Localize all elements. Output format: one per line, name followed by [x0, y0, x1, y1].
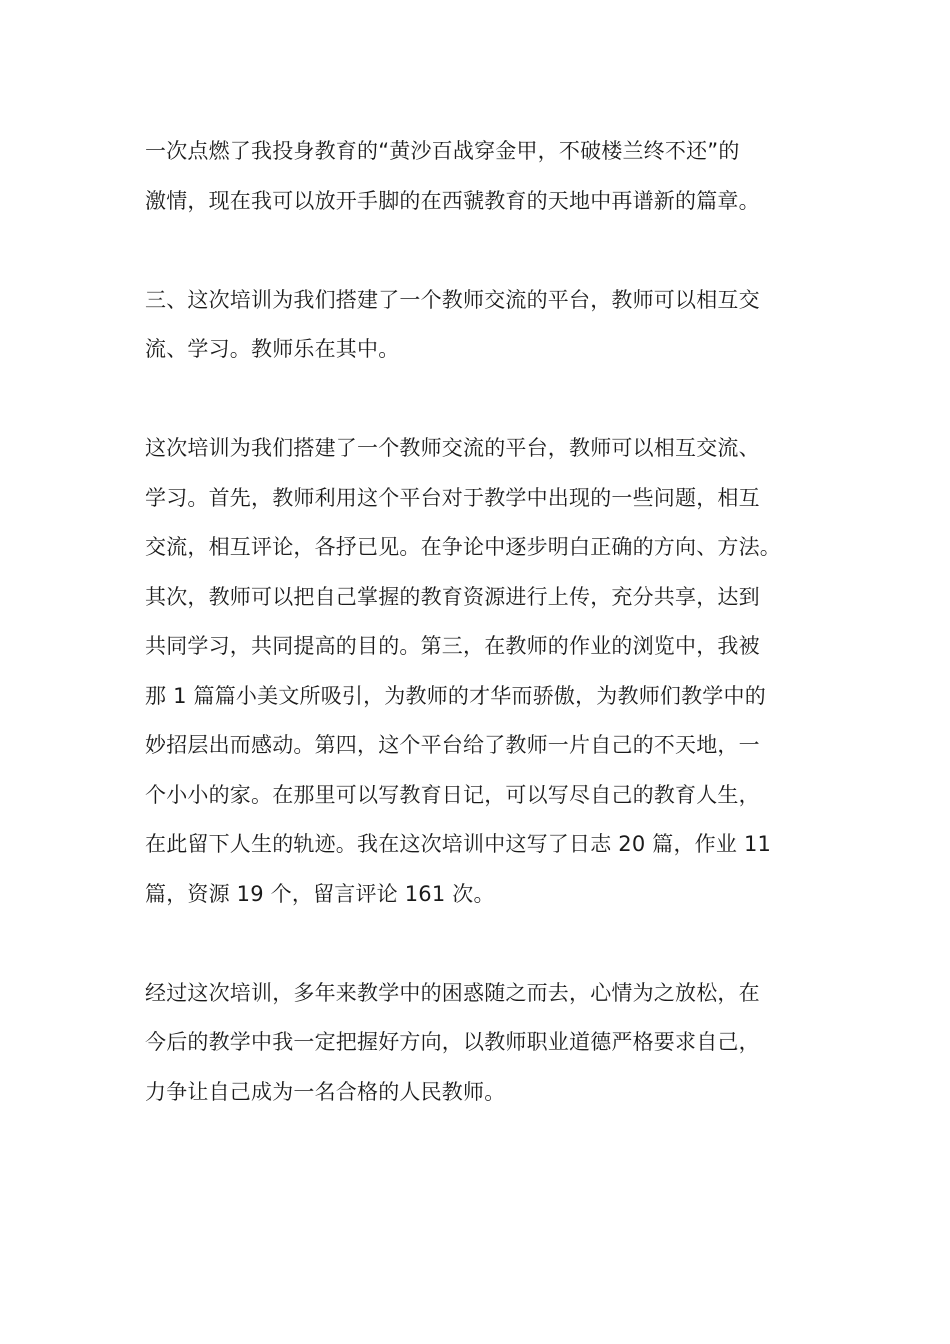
- paragraph-conclusion: 经过这次培训，多年来教学中的困惑随之而去，心情为之放松，在 今后的教学中我一定把握好方向，以教师职业道德严格要求自己， 力争让自己成为一名合格的人民教师。: [145, 980, 760, 1104]
- paragraph-spacer: [145, 919, 815, 969]
- paragraph-continuation: 一次点燃了我投身教育的“黄沙百战穿金甲，不破楼兰终不还”的 激情，现在我可以放开手脚的在西虢教育的天地中再谱新的篇章。: [145, 139, 760, 213]
- paragraph-section-three-heading: 三、这次培训为我们搭建了一个教师交流的平台，教师可以相互交 流、学习。教师乐在其中。: [145, 287, 760, 361]
- document-body: [145, 127, 815, 1117]
- paragraph-spacer: [145, 226, 815, 276]
- paragraph-spacer: [145, 375, 815, 425]
- paragraph-platform-details: 这次培训为我们搭建了一个教师交流的平台，教师可以相互交流、 学习。首先，教师利用这个平台对于教学中出现的一些问题，相互 交流，相互评论，各抒已见。在争论中逐步明白正确的方向、方法。 其次，教师可以把自己掌握的教育资源进行上传，充分共享，达到 共同学习，共同提高的目的。第三，在教师的作业的浏览中，我被 那 1 篇篇小美文所吸引，为教师的才华而骄傲，为教师们教学中的 妙招层出而感动。第四，这个平台给了教师一片自己的不天地，一 个小小的家。在那里可以写教育日记，可以写尽自己的教育人生， 在此留下人生的轨迹。我在这次培训中这写了日志 20 篇，作业 11 篇，资源 19 个，留言评论 161 次。: [145, 436, 781, 906]
